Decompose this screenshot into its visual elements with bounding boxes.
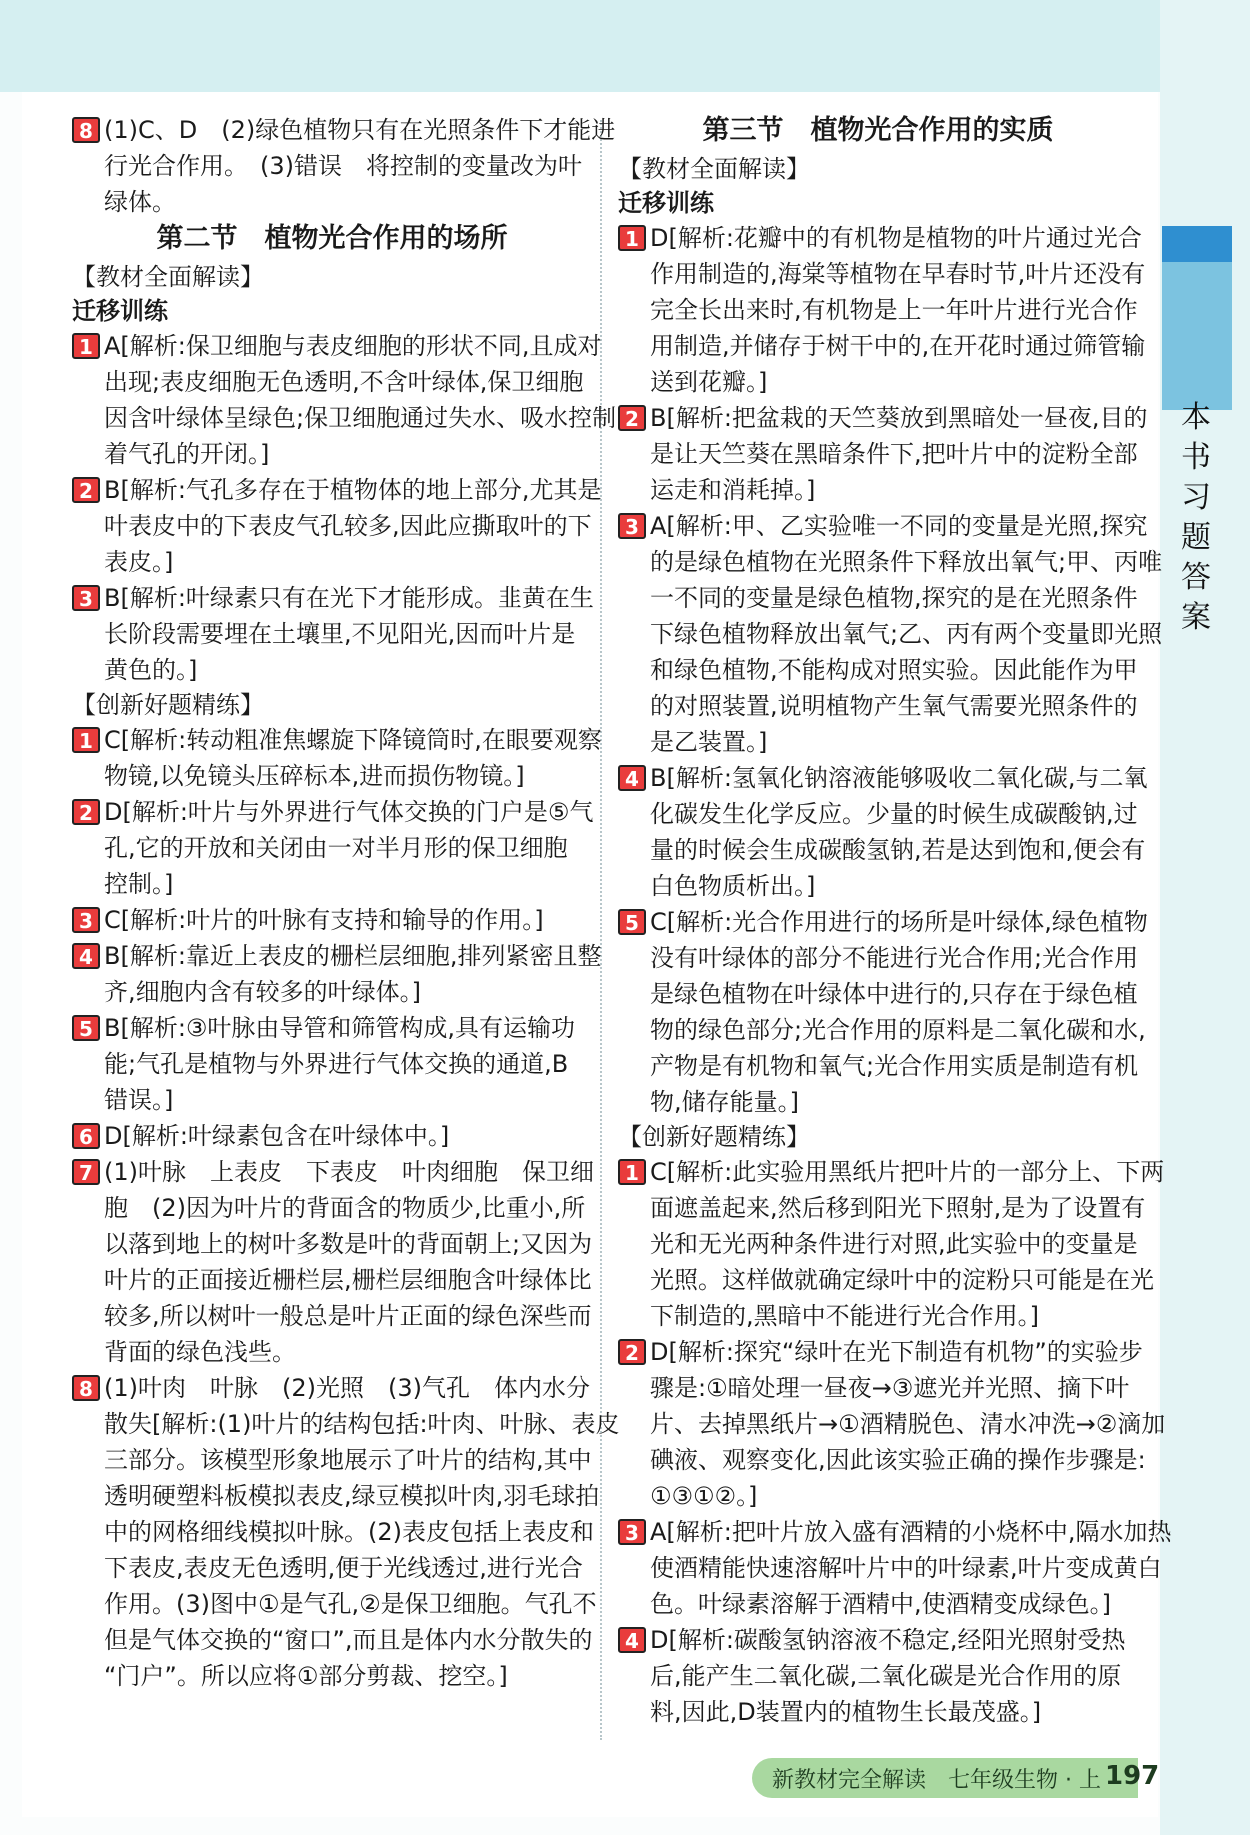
answer-number-badge: 5 [618, 909, 646, 935]
answer-line: 孔,它的开放和关闭由一对半月形的保卫细胞 [104, 834, 568, 862]
answer-number-badge: 1 [72, 333, 100, 359]
answer-line: C[解析:转动粗准焦螺旋下降镜筒时,在眼要观察 [104, 726, 602, 754]
answer-line: 下表皮,表皮无色透明,便于光线透过,进行光合 [104, 1554, 583, 1582]
section-heading: 【教材全面解读】 [618, 155, 810, 183]
answer-item [72, 1118, 592, 1154]
answer-line: 表皮。] [104, 548, 174, 576]
answer-number-badge: 1 [72, 727, 100, 753]
answer-number-badge: 8 [72, 1375, 100, 1401]
answer-line: D[解析:碳酸氢钠溶液不稳定,经阳光照射受热 [650, 1626, 1126, 1654]
answer-text [650, 400, 1148, 508]
answer-number-badge: 5 [72, 1015, 100, 1041]
answer-line: 较多,所以树叶一般总是叶片正面的绿色深些而 [104, 1302, 592, 1330]
answer-text [650, 1514, 1172, 1622]
answer-text [104, 580, 594, 688]
answer-line: 是绿色植物在叶绿体中进行的,只存在于绿色植 [650, 980, 1138, 1008]
answer-line: 出现;表皮细胞无色透明,不含叶绿体,保卫细胞 [104, 368, 584, 396]
answer-item [618, 760, 1148, 904]
answer-line: 送到花瓣。] [650, 368, 768, 396]
answer-line: C[解析:光合作用进行的场所是叶绿体,绿色植物 [650, 908, 1148, 936]
answer-number-badge: 2 [72, 477, 100, 503]
answer-line: B[解析:③叶脉由导管和筛管构成,具有运输功 [104, 1014, 576, 1042]
answer-item [72, 1370, 620, 1694]
footer-title: 新教材完全解读 七年级生物 · 上 [772, 1767, 1101, 1793]
answer-line: 透明硬塑料板模拟表皮,绿豆模拟叶肉,羽毛球拍 [104, 1482, 600, 1510]
answer-line: 中的网格细线模拟叶脉。(2)表皮包括上表皮和 [104, 1518, 594, 1546]
answer-number-badge: 1 [618, 1159, 646, 1185]
answer-line: 的是绿色植物在光照条件下释放出氧气;甲、丙唯 [650, 548, 1163, 576]
answer-line: A[解析:甲、乙实验唯一不同的变量是光照,探究 [650, 512, 1148, 540]
top-band [0, 0, 1250, 92]
answer-line: 着气孔的开闭。] [104, 440, 270, 468]
answer-number-badge: 1 [618, 225, 646, 251]
answer-item [618, 220, 1146, 400]
answer-number-badge: 2 [618, 1339, 646, 1365]
answer-item [72, 328, 617, 472]
answer-item [72, 112, 616, 220]
answer-text [650, 1622, 1138, 1730]
answer-line: 物的绿色部分;光合作用的原料是二氧化碳和水, [650, 1016, 1146, 1044]
answer-text [650, 1334, 1165, 1514]
answer-item [618, 1514, 1172, 1622]
answer-item [618, 1334, 1166, 1514]
answer-line: 和绿色植物,不能构成对照实验。因此能作为甲 [650, 656, 1138, 684]
answer-line: 叶片的正面接近栅栏层,栅栏层细胞含叶绿体比 [104, 1266, 592, 1294]
answer-line: 但是气体交换的“窗口”,而且是体内水分散失的 [104, 1626, 593, 1654]
answer-text [650, 904, 1148, 1120]
answer-text [104, 794, 593, 902]
footer-banner [752, 1758, 1138, 1798]
answer-line: 控制。] [104, 870, 174, 898]
answer-line: 用制造,并储存于树干中的,在开花时通过筛管输 [650, 332, 1146, 360]
answer-item [618, 508, 1163, 760]
right-column [618, 112, 1172, 1730]
answer-line: D[解析:探究“绿叶在光下制造有机物”的实验步 [650, 1338, 1143, 1366]
answer-line: 是让天竺葵在黑暗条件下,把叶片中的淀粉全部 [650, 440, 1138, 468]
answer-number-badge: 8 [72, 117, 100, 143]
answer-line: 碘液、观察变化,因此该实验正确的操作步骤是: [650, 1446, 1146, 1474]
answer-line: A[解析:保卫细胞与表皮细胞的形状不同,且成对 [104, 332, 602, 360]
answer-line: D[解析:叶片与外界进行气体交换的门户是⑤气 [104, 798, 594, 826]
answer-text [104, 1154, 594, 1370]
answer-text [104, 112, 615, 220]
answer-line: 黄色的。] [104, 656, 198, 684]
answer-line: “门户”。所以应将①部分剪裁、挖空。] [104, 1662, 508, 1690]
answer-number-badge: 7 [72, 1159, 100, 1185]
answer-line: 叶表皮中的下表皮气孔较多,因此应撕取叶的下 [104, 512, 592, 540]
answer-number-badge: 3 [618, 1519, 646, 1545]
answer-line: 面遮盖起来,然后移到阳光下照射,是为了设置有 [650, 1194, 1146, 1222]
answer-line: 以落到地上的树叶多数是叶的背面朝上;又因为 [104, 1230, 593, 1258]
answer-line: 没有叶绿体的部分不能进行光合作用;光合作用 [650, 944, 1139, 972]
answer-text [104, 1370, 620, 1694]
answer-number-badge: 2 [618, 405, 646, 431]
left-column [72, 112, 620, 1694]
section-title: 第二节 植物光合作用的场所 [156, 223, 508, 254]
answer-line: 作用。(3)图中①是气孔,②是保卫细胞。气孔不 [104, 1590, 597, 1618]
answer-line: (1)叶肉 叶脉 (2)光照 (3)气孔 体内水分 [104, 1374, 590, 1402]
side-label-char: 书 [1181, 440, 1211, 475]
answer-text [104, 902, 592, 938]
answer-line: 片、去掉黑纸片→①酒精脱色、清水冲洗→②滴加 [650, 1410, 1166, 1438]
answer-text [650, 760, 1148, 904]
answer-line: 错误。] [104, 1086, 174, 1114]
answer-line: B[解析:气孔多存在于植物体的地上部分,尤其是 [104, 476, 602, 504]
answer-line: 白色物质析出。] [650, 872, 816, 900]
answer-line: 行光合作用。 (3)错误 将控制的变量改为叶 [104, 152, 582, 180]
page-number: 197 [1105, 1761, 1160, 1791]
answer-line: 背面的绿色浅些。 [104, 1338, 296, 1366]
answer-line: ①③①②。] [650, 1482, 758, 1510]
answer-line: 齐,细胞内含有较多的叶绿体。] [104, 978, 421, 1006]
answer-line: B[解析:把盆栽的天竺葵放到黑暗处一昼夜,目的 [650, 404, 1148, 432]
answer-line: (1)C、D (2)绿色植物只有在光照条件下才能进 [104, 116, 616, 144]
answer-text [650, 1154, 1164, 1334]
answer-line: 产物是有机物和氧气;光合作用实质是制造有机 [650, 1052, 1139, 1080]
sub-heading: 迁移训练 [72, 297, 168, 325]
answer-line: B[解析:靠近上表皮的栅栏层细胞,排列紧密且整 [104, 942, 602, 970]
answer-line: 物,储存能量。] [650, 1088, 799, 1116]
answer-line: 的对照装置,说明植物产生氧气需要光照条件的 [650, 692, 1138, 720]
answer-text [104, 938, 602, 1010]
side-label [1170, 398, 1222, 638]
answer-text [104, 1010, 592, 1118]
answer-line: 下制造的,黑暗中不能进行光合作用。] [650, 1302, 1039, 1330]
answer-item [72, 902, 592, 938]
answer-line: 因含叶绿体呈绿色;保卫细胞通过失水、吸水控制 [104, 404, 617, 432]
answer-line: 绿体。 [104, 188, 176, 216]
answer-number-badge: 3 [72, 585, 100, 611]
answer-line: 使酒精能快速溶解叶片中的叶绿素,叶片变成黄白 [650, 1554, 1162, 1582]
answer-item [72, 1154, 592, 1370]
answer-line: 物镜,以免镜头压碎标本,进而损伤物镜。] [104, 762, 525, 790]
answer-line: C[解析:此实验用黑纸片把叶片的一部分上、下两 [650, 1158, 1165, 1186]
answer-line: 作用制造的,海棠等植物在早春时节,叶片还没有 [650, 260, 1146, 288]
side-tab-lower [1162, 262, 1232, 410]
answer-line: 三部分。该模型形象地展示了叶片的结构,其中 [104, 1446, 592, 1474]
answer-line: 长阶段需要埋在土壤里,不见阳光,因而叶片是 [104, 620, 576, 648]
answer-line: 骤是:①暗处理一昼夜→③遮光并光照、摘下叶 [650, 1374, 1130, 1402]
answer-number-badge: 3 [72, 907, 100, 933]
answer-text [104, 1118, 592, 1154]
answer-item [72, 580, 592, 688]
answer-line: 色。叶绿素溶解于酒精中,使酒精变成绿色。] [650, 1590, 1111, 1618]
answer-item [618, 1154, 1165, 1334]
side-label-char: 题 [1181, 520, 1211, 555]
section-heading: 【创新好题精练】 [618, 1123, 810, 1151]
answer-line: A[解析:把叶片放入盛有酒精的小烧杯中,隔水加热 [650, 1518, 1172, 1546]
answer-line: 料,因此,D装置内的植物生长最茂盛。] [650, 1698, 1042, 1726]
answer-line: 散失[解析:(1)叶片的结构包括:叶肉、叶脉、表皮 [104, 1410, 620, 1438]
answer-item [618, 1622, 1138, 1730]
answer-number-badge: 6 [72, 1123, 100, 1149]
answer-line: D[解析:叶绿素包含在叶绿体中。] [104, 1122, 450, 1150]
section-heading: 【教材全面解读】 [72, 263, 264, 291]
side-label-char: 案 [1181, 600, 1211, 635]
answer-line: 完全长出来时,有机物是上一年叶片进行光合作 [650, 296, 1138, 324]
answer-line: 化碳发生化学反应。少量的时候生成碳酸钠,过 [650, 800, 1138, 828]
answer-line: 量的时候会生成碳酸氢钠,若是达到饱和,便会有 [650, 836, 1146, 864]
answer-text [650, 220, 1145, 400]
answer-item [618, 904, 1148, 1120]
answer-item [618, 400, 1148, 508]
answer-item [72, 472, 602, 580]
sub-heading: 迁移训练 [618, 189, 714, 217]
answer-line: 运走和消耗掉。] [650, 476, 816, 504]
answer-item [72, 1010, 592, 1118]
answer-line: D[解析:花瓣中的有机物是植物的叶片通过光合 [650, 224, 1142, 252]
answer-item [72, 722, 602, 794]
side-label-char: 本 [1181, 400, 1211, 435]
answer-text [104, 722, 602, 794]
answer-line: B[解析:氢氧化钠溶液能够吸收二氧化碳,与二氧 [650, 764, 1148, 792]
answer-line: 胞 (2)因为叶片的背面含的物质少,比重小,所 [104, 1194, 586, 1222]
answer-line: B[解析:叶绿素只有在光下才能形成。韭黄在生 [104, 584, 594, 612]
answer-text [104, 328, 616, 472]
answer-line: 能;气孔是植物与外界进行气体交换的通道,B [104, 1050, 569, 1078]
answer-number-badge: 4 [618, 765, 646, 791]
answer-line: 光照。这样做就确定绿叶中的淀粉只可能是在光 [650, 1266, 1154, 1294]
answer-text [104, 472, 602, 580]
answer-line: 后,能产生二氧化碳,二氧化碳是光合作用的原 [650, 1662, 1122, 1690]
answer-line: 一不同的变量是绿色植物,探究的是在光照条件 [650, 584, 1138, 612]
answer-number-badge: 4 [618, 1627, 646, 1653]
answer-line: 是乙装置。] [650, 728, 768, 756]
side-label-char: 习 [1181, 480, 1211, 515]
side-label-char: 答 [1181, 560, 1211, 595]
answer-line: 光和无光两种条件进行对照,此实验中的变量是 [650, 1230, 1138, 1258]
answer-item [72, 794, 592, 902]
answer-number-badge: 2 [72, 799, 100, 825]
answer-line: (1)叶脉 上表皮 下表皮 叶肉细胞 保卫细 [104, 1158, 594, 1186]
section-title: 第三节 植物光合作用的实质 [702, 115, 1054, 146]
answer-text [650, 508, 1162, 760]
answer-number-badge: 3 [618, 513, 646, 539]
answer-line: 下绿色植物释放出氧气;乙、丙有两个变量即光照 [650, 620, 1163, 648]
section-heading: 【创新好题精练】 [72, 691, 264, 719]
answer-number-badge: 4 [72, 943, 100, 969]
answer-item [72, 938, 602, 1010]
answer-line: C[解析:叶片的叶脉有支持和输导的作用。] [104, 906, 544, 934]
